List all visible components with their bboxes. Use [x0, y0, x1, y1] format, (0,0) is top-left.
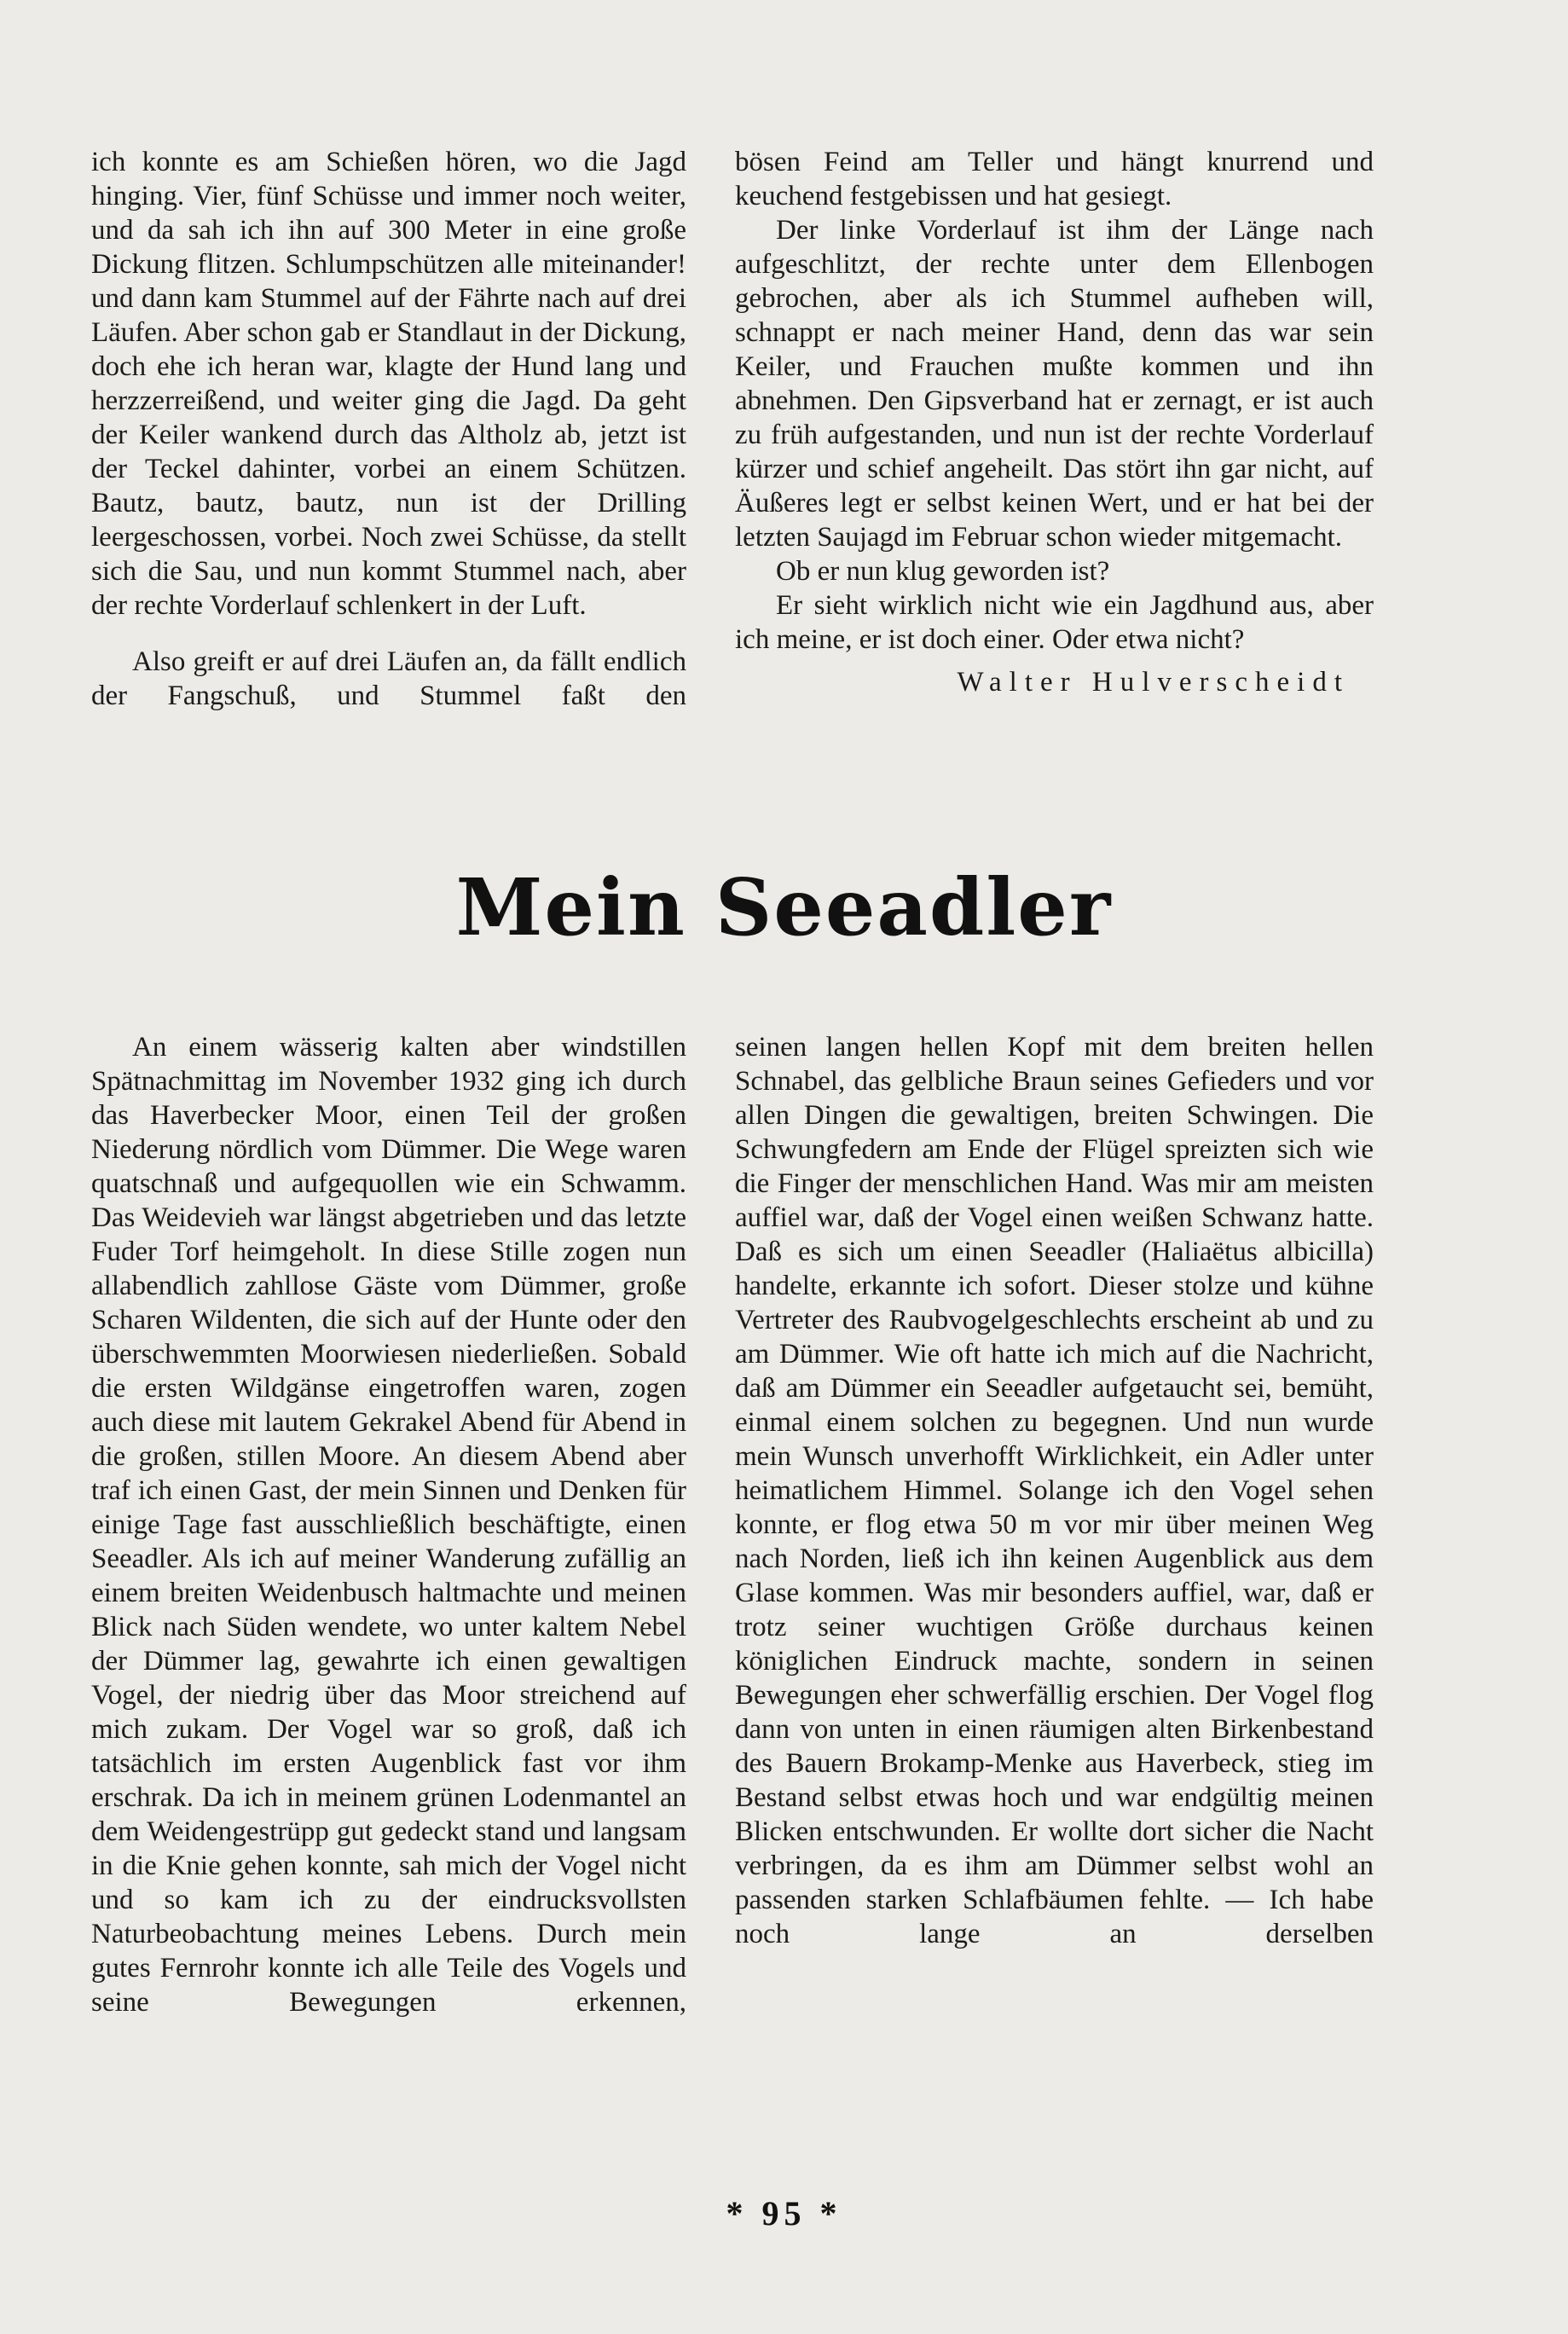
page-number: * 95 *: [726, 2194, 842, 2233]
paragraph: bösen Feind am Teller und hängt knurrend und keuchend festgebissen und hat gesiegt.: [735, 147, 1374, 211]
top-left-column: [91, 145, 686, 713]
paragraph: Er sieht wirklich nicht wie ein Jagdhund aus, aber ich meine, er ist doch einer. Oder etwa nicht?: [735, 590, 1374, 655]
paragraph: Ob er nun klug geworden ist?: [776, 556, 1110, 587]
paragraph: Also greift er auf drei Läufen an, da fällt endlich der Fangschuß, und Stummel faßt den: [91, 646, 686, 711]
paragraph: seinen langen hellen Kopf mit dem breiten hellen Schnabel, das gelbliche Braun seines Gefieders und vor allen Dingen die gewaltigen, breiten Schwingen. Die Schwungfedern am Ende der Flügel spreizten sich wie die Finger der menschlichen Hand. Was mir am meisten auffiel war, daß der Vogel einen weißen Schwanz hatte. Daß es sich um einen Seeadler (Haliaëtus albicilla) handelte, erkannte ich sofort. Dieser stolze und kühne Vertreter des Raubvogelgeschlechts erscheint ab und zu am Dümmer. Wie oft hatte ich mich auf die Nachricht, daß am Dümmer ein Seeadler aufgetaucht sei, bemüht, einmal einem solchen zu begegnen. Und nun wurde mein Wunsch unverhofft Wirklichkeit, ein Adler unter heimatlichem Himmel. Solange ich den Vogel sehen konnte, er flog etwa 50 m vor mir über meinen Weg nach Norden, ließ ich ihn keinen Augenblick aus dem Glase kommen. Was mir besonders auffiel, war, daß er trotz seiner wuchtigen Größe durchaus keinen königlichen Eindruck machte, sondern in seinen Bewegungen eher schwerfällig erschien. Der Vogel flog dann von unten in einen räumigen alten Birkenbestand des Bauern Brokamp-Menke aus Haverbeck, stieg im Bestand selbst etwas hoch und war endgültig meinen Blicken entschwunden. Er wollte dort sicher die Nacht verbringen, da es ihm am Dümmer selbst wohl an passenden starken Schlafbäumen fehlte. — Ich habe noch lange an derselben: [735, 1032, 1374, 1949]
section-title: Mein Seeadler: [455, 861, 1113, 953]
bottom-left-column: [91, 1030, 686, 2019]
paragraph-gap: [91, 623, 686, 645]
paragraph: ich konnte es am Schießen hören, wo die Jagd hinging. Vier, fünf Schüsse und immer noch weiter, und da sah ich ihn auf 300 Meter in eine große Dickung flitzen. Schlumpschützen alle miteinander! und dann kam Stummel auf der Fährte nach auf drei Läufen. Aber schon gab er Standlaut in der Dickung, doch ehe ich heran war, klagte der Hund lang und herzzerreißend, und weiter ging die Jagd. Da geht der Keiler wankend durch das Altholz ab, jetzt ist der Teckel dahinter, vorbei an einem Schützen. Bautz, bautz, bautz, nun ist der Drilling leergeschossen, vorbei. Noch zwei Schüsse, da stellt sich die Sau, und nun kommt Stummel nach, aber der rechte Vorderlauf schlenkert in der Luft.: [91, 147, 686, 621]
top-right-column: [735, 145, 1374, 699]
paragraph: Der linke Vorderlauf ist ihm der Länge nach aufgeschlitzt, der rechte unter dem Ellenbogen gebrochen, aber als ich Stummel aufheben will, schnappt er nach meiner Hand, denn das war sein Keiler, und Frauchen mußte kommen und ihn abnehmen. Den Gipsverband hat er zernagt, er ist auch zu früh aufgestanden, und nun ist der rechte Vorderlauf kürzer und schief angeheilt. Das stört ihn gar nicht, auf Äußeres legt er selbst keinen Wert, und er hat bei der letzten Saujagd im Februar schon wieder mitgemacht.: [735, 215, 1374, 553]
bottom-right-column: [735, 1030, 1374, 1951]
author-signature: Walter Hulverscheidt: [957, 667, 1350, 698]
paragraph: An einem wässerig kalten aber windstillen Spätnachmittag im November 1932 ging ich durch das Haverbecker Moor, einen Teil der großen Niederung nördlich vom Dümmer. Die Wege waren quatschnaß und aufgequollen wie ein Schwamm. Das Weidevieh war längst abgetrieben und das letzte Fuder Torf heimgeholt. In diese Stille zogen nun allabendlich zahllose Gäste vom Dümmer, große Scharen Wildenten, die sich auf der Hunte oder den überschwemmten Moorwiesen niederließen. Sobald die ersten Wildgänse eingetroffen waren, zogen auch diese mit lautem Gekrakel Abend für Abend in die großen, stillen Moore. An diesem Abend aber traf ich einen Gast, der mein Sinnen und Denken für einige Tage fast ausschließlich beschäftigte, einen Seeadler. Als ich auf meiner Wanderung zufällig an einem breiten Weidenbusch haltmachte und meinen Blick nach Süden wendete, wo unter kaltem Nebel der Dümmer lag, gewahrte ich einen gewaltigen Vogel, der niedrig über das Moor streichend auf mich zukam. Der Vogel war so groß, daß ich tatsächlich im ersten Augenblick fast vor ihm erschrak. Da ich in meinem grünen Lodenmantel an dem Weidengestrüpp gut gedeckt stand und langsam in die Knie gehen konnte, sah mich der Vogel nicht und so kam ich zu der eindrucksvollsten Naturbeobachtung meines Lebens. Durch mein gutes Fernrohr konnte ich alle Teile des Vogels und seine Bewegungen erkennen,: [91, 1032, 686, 2018]
